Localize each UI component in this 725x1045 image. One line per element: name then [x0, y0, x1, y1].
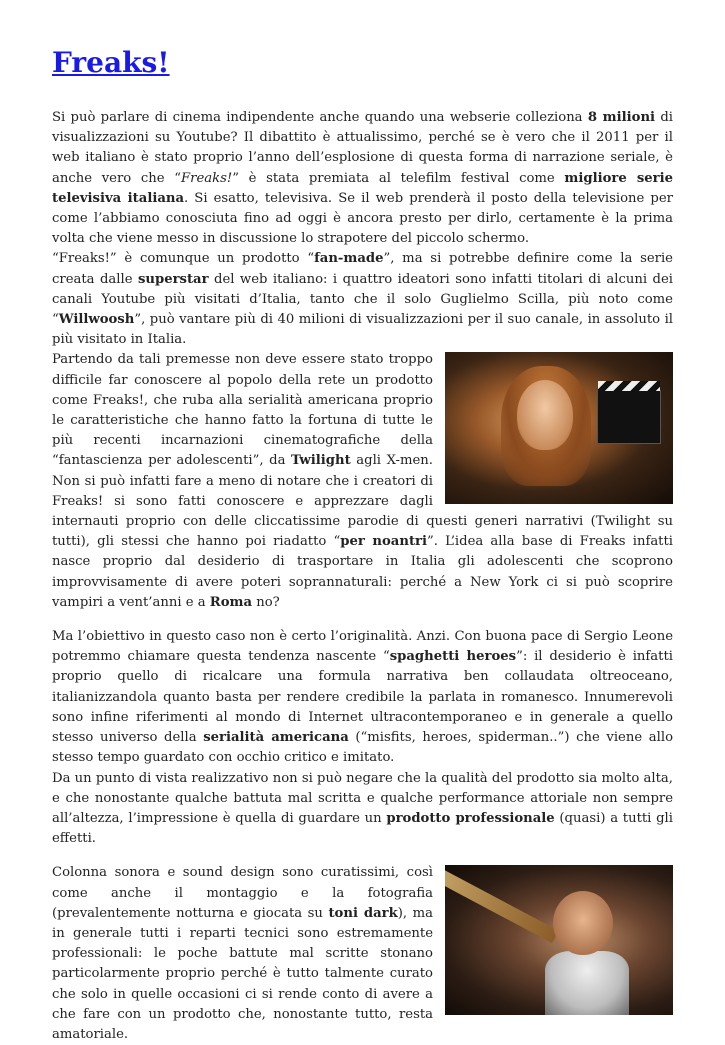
- paragraph-5: Da un punto di vista realizzativo non si può negare che la qualità del prodotto sia molto alta, e che nonostante qualche battuta mal scritta e qualche performance attoriale non sempre all’altezza, l’impressione è quella di guardare un prodotto professionale (quasi) a tutti gli effetti.: [52, 770, 673, 847]
- paragraph-3: Partendo da tali premesse non deve essere stato troppo difficile far conoscere al popolo della rete un prodotto come Freaks!, che ruba alla serialità americana proprio le caratteristiche che hanno fatto la fortuna di tutte le più recenti incarnazioni cinematografiche della “fantascienza per adolescenti”, da Twilight agli X-men. Non si può infatti fare a meno di notare che i creatori di Freaks! si sono fatti conoscere e apprezzare dagli internauti proprio con delle cliccatissime parodie di questi generi narrativi (Twilight su tutti), gli stessi che hanno poi riadatto “per noantri”. L’idea alla base di Freaks infatti nasce proprio dal desiderio di trasportare in Italia gli adolescenti che scoprono improvvisamente di avere poteri soprannaturali: perché a New York ci si può scoprire vampiri a vent’anni e a Roma no?: [52, 352, 674, 610]
- clapperboard-image: [597, 390, 661, 444]
- photo-boy-scarf: [445, 865, 673, 1015]
- paragraph-1: Si può parlare di cinema indipendente anche quando una webserie colleziona 8 milioni di visualizzazioni su Youtube? Il dibattito è attualissimo, perché se è vero che il 2011 per il web italiano è stato proprio l’anno dell’esplosione di questa forma di narrazione seriale, è anche vero che “Freaks!” è stata premiata al telefilm festival come migliore serie televisiva italiana. Si esatto, televisiva. Se il web prenderà il posto della televisione per come l’abbiamo conosciuta fino ad oggi è ancora presto per dirlo, certamente è la prima volta che viene messo in discussione lo strapotere del piccolo schermo.: [52, 110, 673, 247]
- article-title: [52, 46, 170, 79]
- paragraph-2: “Freaks!” è comunque un prodotto “fan-made”, ma si potrebbe definire come la serie creata dalle superstar del web italiano: i quattro ideatori sono infatti titolari di alcuni dei canali Youtube più visitati d’Italia, tanto che il solo Guglielmo Scilla, più noto come “Willwoosh”, può vantare più di 40 milioni di visualizzazioni per il suo canale, in assoluto il più visitato in Italia.: [52, 251, 673, 348]
- article-body: [52, 108, 673, 1045]
- paragraph-6: Colonna sonora e sound design sono curatissimi, così come anche il montaggio e la fotografia (prevalentemente notturna e giocata su toni dark), ma in generale tutti i reparti tecnici sono estremamente professionali: le poche battute mal scritte stonano particolarmente proprio perché è tutto talmente curato che solo in quelle occasioni ci si rende conto di avere a che fare con un prodotto che, nonostante tutto, resta amatoriale.: [52, 865, 433, 1042]
- photo-girl-clapperboard: [445, 352, 673, 504]
- title-link[interactable]: Freaks!: [52, 46, 170, 79]
- paragraph-4: Ma l’obiettivo in questo caso non è certo l’originalità. Anzi. Con buona pace di Sergio Leone potremmo chiamare questa tendenza nascente “spaghetti heroes”: il desiderio è infatti proprio quello di ricalcare una formula narrativa ben collaudata oltreoceano, italianizzandola quanto basta per rendere credibile la parlata in romanesco. Innumerevoli sono infine riferimenti al mondo di Internet ultracontemporaneo e in generale a quello stesso universo della serialità americana (“misfits, heroes, spiderman..”) che viene allo stesso tempo guardato con occhio critico e imitato.: [52, 629, 674, 766]
